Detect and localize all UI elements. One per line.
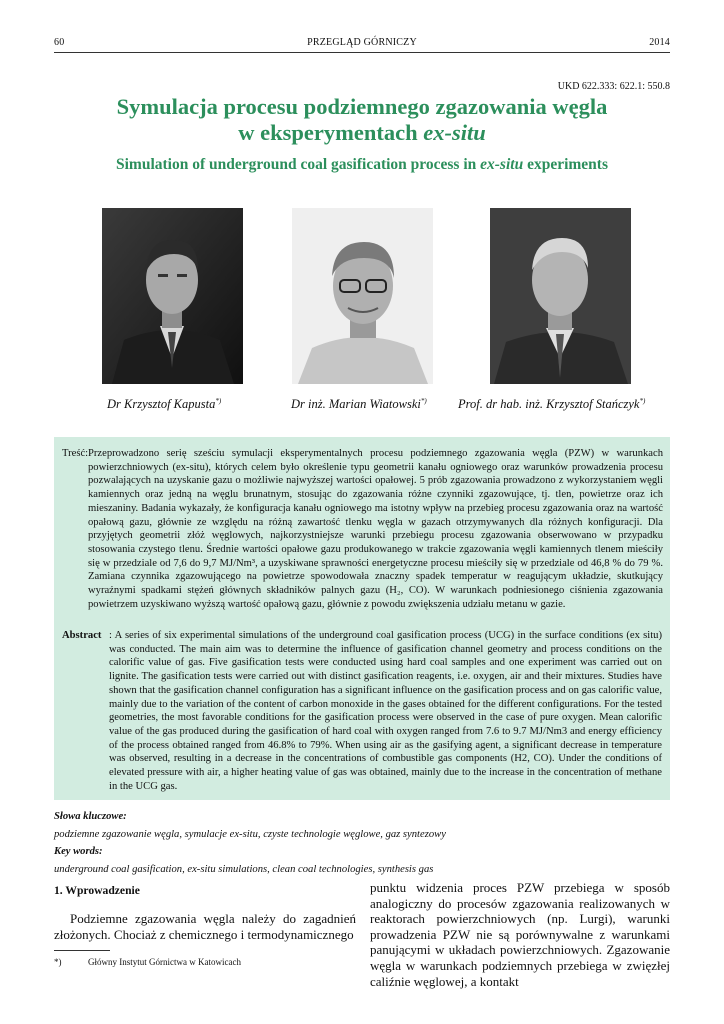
section-heading: 1. Wprowadzenie <box>54 884 140 897</box>
abstract-box <box>54 437 670 800</box>
title-italic: ex-situ <box>423 120 486 145</box>
subtitle-suffix: experiments <box>523 156 608 173</box>
article-title-en <box>40 155 684 174</box>
page-number: 60 <box>54 37 65 48</box>
author-3-name: Prof. dr hab. inż. Krzysztof Stańczyk <box>458 397 640 412</box>
article-title-pl <box>54 94 670 146</box>
author-2-mark: *) <box>420 397 427 405</box>
author-3-mark: *) <box>639 397 646 405</box>
author-name-3 <box>458 397 645 412</box>
footnote <box>54 957 241 967</box>
abstract-pl-label: Treść: <box>62 448 89 459</box>
author-photo-wiatowski <box>292 208 433 384</box>
footnote-rule <box>54 950 110 951</box>
header-rule <box>54 52 670 53</box>
keywords-en-label: Key words: <box>54 846 103 857</box>
abstract-pl-text: Przeprowadzono serię sześciu symulacji eksperymentalnych procesu podziemnego zgazowania węgla (PZW) w warunkach powierzchniowych (ex-situ), których celem było określenie typu geometrii kanału ogniowego oraz warunków prowadzenia procesu pozwalających na uzyskanie gazu o możliwie najwyższej wartości opałowej. 5 prób zgazowania prowadzono z wykorzystaniem węgli kamiennych oraz jedną na węglu brunatnym, stosując do zgazowania różne czynniki zgazowujące, tj. tlen, powietrze oraz ich mieszaniny. Badania wykazały, że konfiguracja kanału ogniowego ma istotny wpływ na przebieg procesu zgazowania oraz na wartość opałową gazu, głównie ze względu na różną zawartość tlenku węgla w gazach otrzymywanych dla różnych konfiguracji. Dla przyjętych geometrii złóż węglowych, najkorzystniejsze warunki przebiegu procesu zgazowania obserwowano w przypadku stosowania czystego tlenu. Średnie wartości opałowe gazu produkowanego w trakcie zgazowania węgli kamiennych tlenem mieściły się w przedziale od 7,6 do 9,7 MJ/Nm³, a uzyskiwane sprawności energetyczne procesu mieściły się w przedziale od 46,8 % do 79 %. Zamiana czynnika zgazowującego na powietrze spowodowała znaczny spadek temperatur w reagującym układzie, skutkujący wyraźnymi spadkami stężeń głównych składników palnych gazu (H₂, CO). W warunkach podniesionego ciśnienia zgazowania powietrzem uzyskiwano wyższą wartość opałową gazu, głównie z powodu zwiększenia udziału metanu w gazie. <box>88 448 663 610</box>
body-column-1: Podziemne zgazowania węgla należy do zagadnień złożonych. Chociaż z chemicznego i termodynamicznego <box>54 911 356 942</box>
subtitle-italic: ex-situ <box>480 156 524 173</box>
keywords-pl-label: Słowa kluczowe: <box>54 811 127 822</box>
body-column-2: punktu widzenia proces PZW przebiega w sposób analogiczny do procesów zgazowania realizowanych w reaktorach powierzchniowych (np. Lurgi), warunki prowadzenia PZW nie są porównywalne z warunkami panującymi w układach powierzchniowych. Zgazowanie węgla w warunkach podziemnych przebiega w zwięzłej caliźnie węglowej, a kontakt <box>370 880 670 989</box>
footnote-text: Główny Instytut Górnictwa w Katowicach <box>88 957 241 967</box>
abstract-en-text: : A series of six experimental simulations of the underground coal gasification process (UCG) in the surface conditions (ex situ) was conducted. The main aim was to determine the influence of gasification channel geometry and process conditions on the calorific value of gas. Five gasification tests were conducted using hard coal samples and one experiment was carried out on lignite. The gasification tests were carried out with distinct gasification reagents, i.e. oxygen, air and their mixtures. Studies have shown that the gasification channel configuration has a significant influence on the gasification process and on gas calorific value, mainly due to the variation of the content of carbon monoxide in the gases obtained for the different configurations. For the tested geometries, the most favorable conditions for the gasification process were observed in the case of pure oxygen. Mean calorific value of the gas produced during the gasification of hard coal with oxygen ranged from 7.6 to 9.7 MJ/Nm3 and energy efficiency of the process obtained ranged from 46.8% to 79%. When using air as the gasifying agent, a significant decrease in temperature was observed, resulting in a decrease in the concentrations of combustible gas components (H2, CO). Under the conditions of elevated pressure with air, a higher heating value of gas was obtained, mainly due to the increase in the concentration of methane in the UCG gas. <box>109 630 662 792</box>
author-name-1 <box>107 397 221 412</box>
keywords-en-text: underground coal gasification, ex-situ simulations, clean coal technologies, synthesis gas <box>54 864 434 875</box>
ukd-code: UKD 622.333: 622.1: 550.8 <box>557 81 670 92</box>
journal-name: PRZEGLĄD GÓRNICZY <box>307 37 417 48</box>
subtitle-prefix: Simulation of underground coal gasification process in <box>115 156 481 173</box>
keywords-pl-text: podziemne zgazowanie węgla, symulacje ex-situ, czyste technologie węglowe, gaz syntezowy <box>54 829 446 840</box>
author-1-name: Dr Krzysztof Kapusta <box>107 397 216 412</box>
author-photo-kapusta <box>102 208 243 384</box>
author-2-name: Dr inż. Marian Wiatowski <box>291 397 421 412</box>
footnote-mark: *) <box>54 957 62 967</box>
author-photo-stanczyk <box>490 208 631 384</box>
title-line-2: w eksperymentach <box>238 120 424 145</box>
author-1-mark: *) <box>215 397 222 405</box>
title-line-1: Symulacja procesu podziemnego zgazowania węgla <box>116 94 608 119</box>
author-name-2 <box>291 397 427 412</box>
abstract-en-label: Abstract <box>62 630 102 641</box>
journal-year: 2014 <box>649 37 670 48</box>
